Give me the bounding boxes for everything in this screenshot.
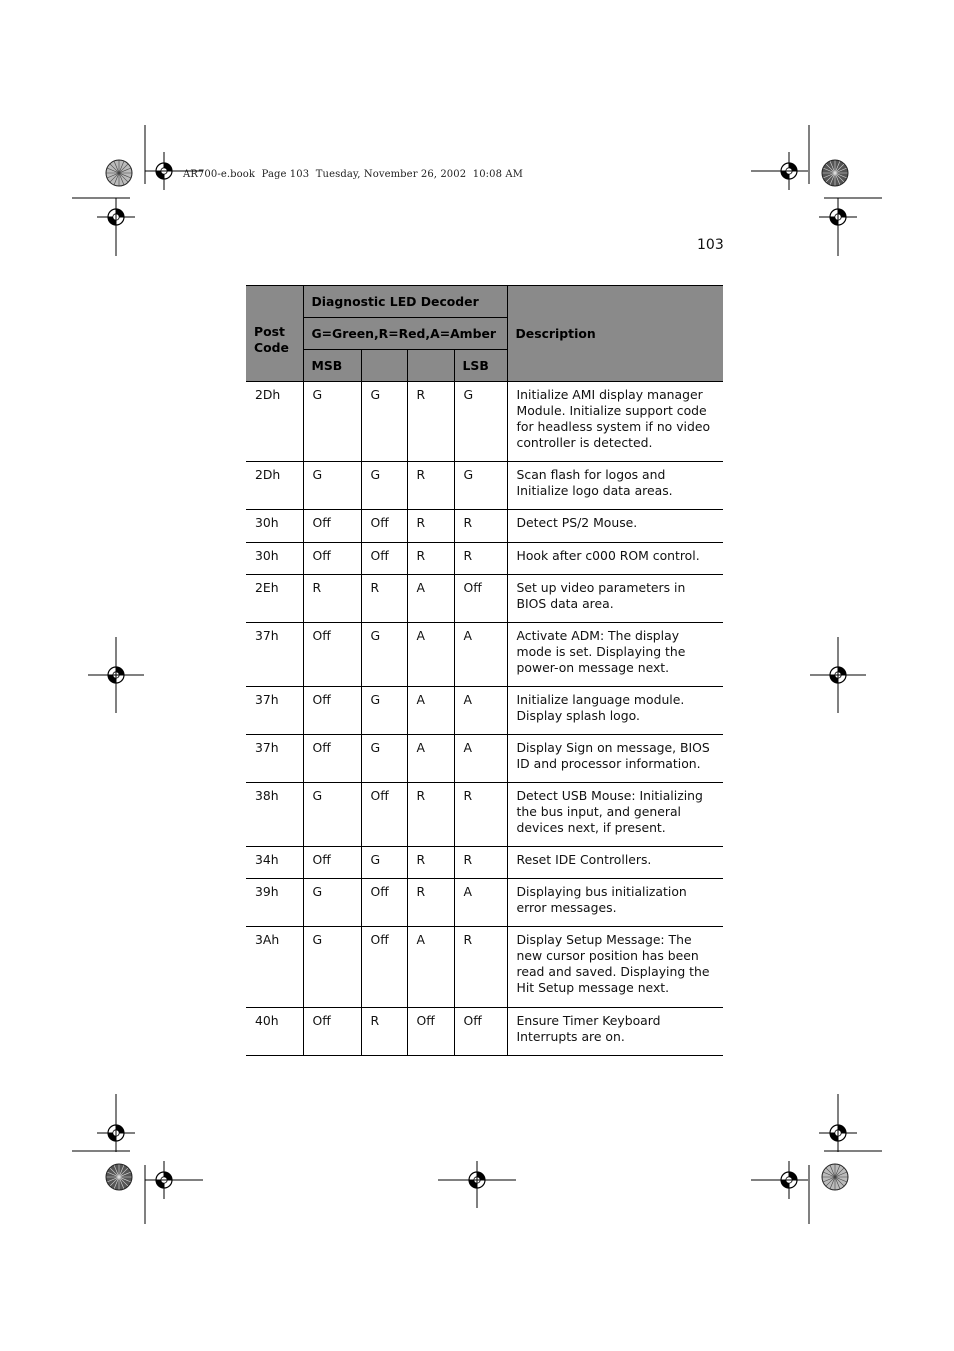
table-row: [246, 735, 723, 783]
post-code-cell: 2Dh: [246, 382, 303, 462]
page-number: 103: [697, 237, 724, 253]
post-code-cell: 3Ah: [246, 927, 303, 1008]
led-3-cell: R: [407, 382, 454, 462]
led-2-cell: Off: [361, 543, 407, 575]
led-3-cell: R: [407, 783, 454, 847]
led-lsb-cell: G: [454, 462, 507, 510]
led-msb-cell: G: [303, 927, 361, 1008]
led-lsb-cell: R: [454, 510, 507, 543]
led-2-cell: Off: [361, 510, 407, 543]
led-2-cell: Off: [361, 783, 407, 847]
led-lsb-cell: Off: [454, 1008, 507, 1056]
post-code-cell: 37h: [246, 735, 303, 783]
table-row: [246, 847, 723, 879]
led-2-cell: G: [361, 735, 407, 783]
description-cell: Ensure Timer Keyboard Interrupts are on.: [507, 1008, 723, 1056]
led-msb-cell: Off: [303, 847, 361, 879]
led-3-cell: R: [407, 543, 454, 575]
led-3-cell: R: [407, 847, 454, 879]
led-2-cell: R: [361, 1008, 407, 1056]
led-lsb-cell: A: [454, 735, 507, 783]
table-row: [246, 927, 723, 1008]
description-cell: Displaying bus initialization error messages.: [507, 879, 723, 927]
starburst-color-target-icon: [106, 160, 132, 186]
description-cell: Reset IDE Controllers.: [507, 847, 723, 879]
description-cell: Detect USB Mouse: Initializing the bus input, and general devices next, if present.: [507, 783, 723, 847]
header-led-3: [407, 350, 454, 382]
post-code-cell: 30h: [246, 543, 303, 575]
led-msb-cell: Off: [303, 543, 361, 575]
led-2-cell: G: [361, 847, 407, 879]
header-post-code: Post Code: [246, 286, 303, 382]
table-body: [246, 382, 723, 1056]
table-row: [246, 1008, 723, 1056]
description-cell: Display Setup Message: The new cursor position has been read and saved. Displaying the Hit Setup message next.: [507, 927, 723, 1008]
led-2-cell: R: [361, 575, 407, 623]
table-row: [246, 623, 723, 687]
led-2-cell: G: [361, 462, 407, 510]
led-3-cell: Off: [407, 1008, 454, 1056]
led-3-cell: A: [407, 735, 454, 783]
led-lsb-cell: R: [454, 927, 507, 1008]
led-3-cell: R: [407, 879, 454, 927]
led-lsb-cell: R: [454, 543, 507, 575]
header-led-2: [361, 350, 407, 382]
description-cell: Scan flash for logos and Initialize logo data areas.: [507, 462, 723, 510]
led-lsb-cell: A: [454, 687, 507, 735]
led-2-cell: Off: [361, 879, 407, 927]
post-code-cell: 37h: [246, 687, 303, 735]
table-row: [246, 783, 723, 847]
led-2-cell: G: [361, 687, 407, 735]
led-lsb-cell: A: [454, 879, 507, 927]
description-cell: Display Sign on message, BIOS ID and processor information.: [507, 735, 723, 783]
led-lsb-cell: R: [454, 783, 507, 847]
led-3-cell: R: [407, 462, 454, 510]
header-description: Description: [507, 286, 723, 382]
post-code-cell: 30h: [246, 510, 303, 543]
led-2-cell: G: [361, 382, 407, 462]
led-lsb-cell: A: [454, 623, 507, 687]
table-row: [246, 382, 723, 462]
led-msb-cell: Off: [303, 510, 361, 543]
header-color-legend: G=Green,R=Red,A=Amber: [303, 318, 507, 350]
led-msb-cell: G: [303, 879, 361, 927]
header-msb: MSB: [303, 350, 361, 382]
post-code-cell: 40h: [246, 1008, 303, 1056]
led-3-cell: A: [407, 623, 454, 687]
description-cell: Activate ADM: The display mode is set. Displaying the power-on message next.: [507, 623, 723, 687]
print-slug: AR700-e.book Page 103 Tuesday, November 26, 2002 10:08 AM: [183, 169, 524, 180]
led-3-cell: A: [407, 927, 454, 1008]
led-msb-cell: Off: [303, 687, 361, 735]
led-2-cell: Off: [361, 927, 407, 1008]
led-msb-cell: G: [303, 382, 361, 462]
description-cell: Initialize AMI display manager Module. Initialize support code for headless system if no video controller is detected.: [507, 382, 723, 462]
header-lsb: LSB: [454, 350, 507, 382]
header-diagnostic-led-decoder: Diagnostic LED Decoder: [303, 286, 507, 318]
post-code-cell: 39h: [246, 879, 303, 927]
led-lsb-cell: G: [454, 382, 507, 462]
description-cell: Detect PS/2 Mouse.: [507, 510, 723, 543]
post-code-cell: 2Dh: [246, 462, 303, 510]
led-msb-cell: Off: [303, 735, 361, 783]
table-row: [246, 462, 723, 510]
description-cell: Hook after c000 ROM control.: [507, 543, 723, 575]
led-lsb-cell: R: [454, 847, 507, 879]
table-row: [246, 510, 723, 543]
led-msb-cell: Off: [303, 623, 361, 687]
starburst-color-target-icon: [106, 1164, 132, 1190]
post-code-cell: 2Eh: [246, 575, 303, 623]
table-row: [246, 575, 723, 623]
led-msb-cell: Off: [303, 1008, 361, 1056]
led-msb-cell: R: [303, 575, 361, 623]
led-3-cell: A: [407, 687, 454, 735]
starburst-color-target-icon: [822, 1164, 848, 1190]
post-code-cell: 34h: [246, 847, 303, 879]
led-2-cell: G: [361, 623, 407, 687]
led-lsb-cell: Off: [454, 575, 507, 623]
post-code-table: [246, 285, 723, 1056]
description-cell: Initialize language module. Display splash logo.: [507, 687, 723, 735]
table-row: [246, 879, 723, 927]
led-msb-cell: G: [303, 462, 361, 510]
led-3-cell: A: [407, 575, 454, 623]
table-row: [246, 687, 723, 735]
led-msb-cell: G: [303, 783, 361, 847]
led-3-cell: R: [407, 510, 454, 543]
post-code-cell: 37h: [246, 623, 303, 687]
table-row: [246, 543, 723, 575]
description-cell: Set up video parameters in BIOS data area.: [507, 575, 723, 623]
post-code-cell: 38h: [246, 783, 303, 847]
starburst-color-target-icon: [822, 160, 848, 186]
